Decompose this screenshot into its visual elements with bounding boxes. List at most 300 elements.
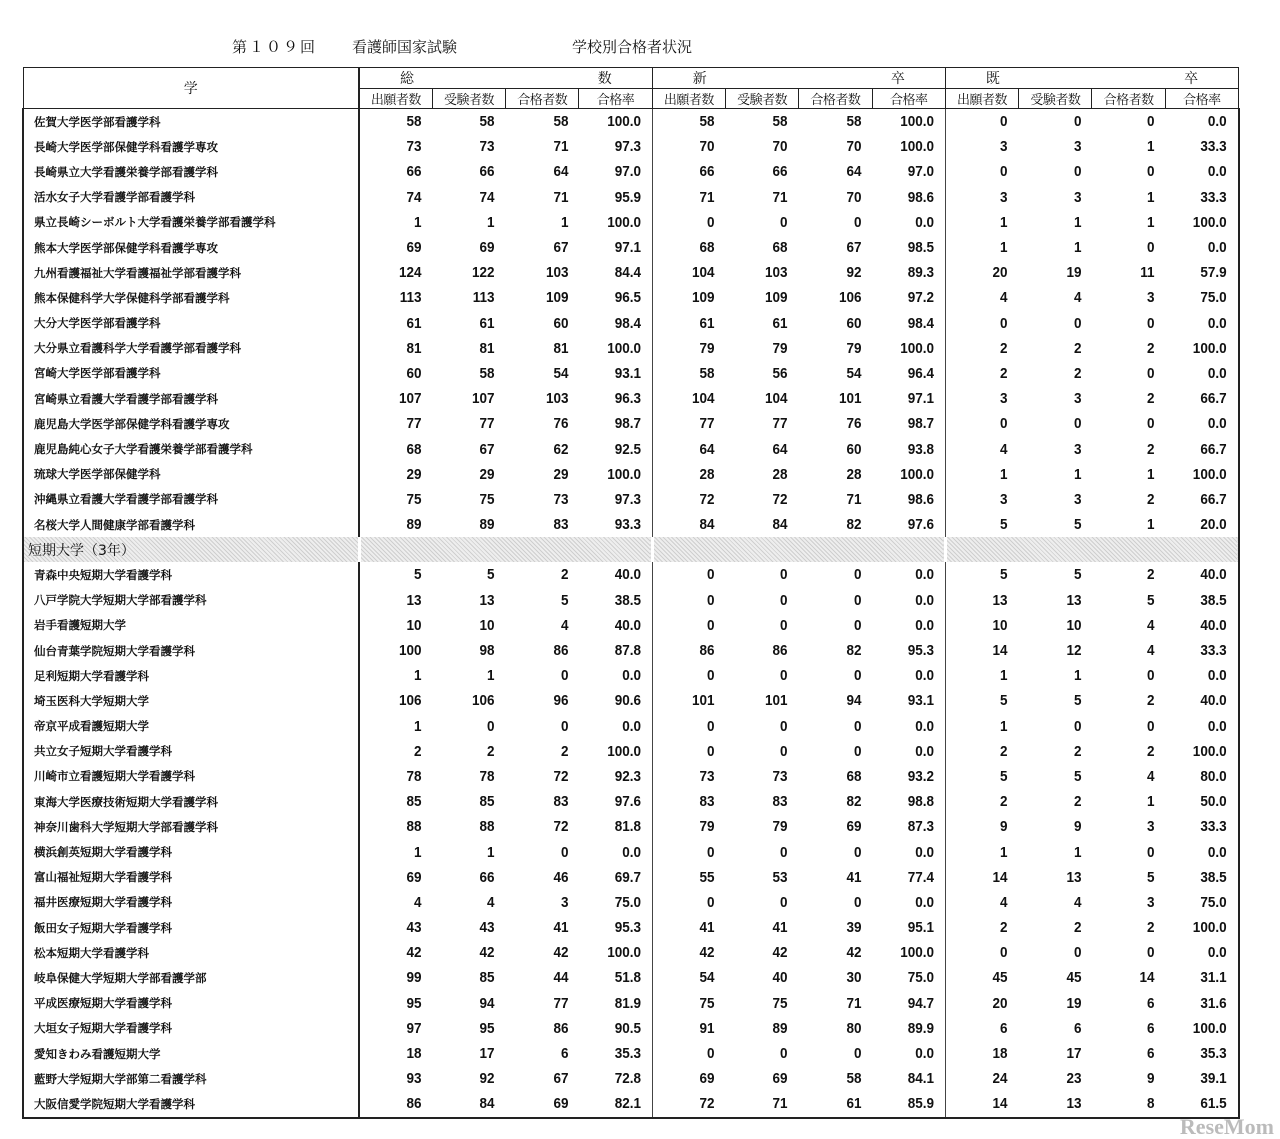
value-cell: 61 xyxy=(772,314,788,332)
value-cell: 69 xyxy=(699,1070,715,1088)
value-cell: 0.0 xyxy=(879,839,945,864)
school-name: 琉球大学医学部保健学科 xyxy=(23,462,359,487)
value-cell: 20 xyxy=(992,264,1008,282)
value-cell: 0.0 xyxy=(879,613,945,638)
value-cell: 54 xyxy=(846,364,862,382)
value-cell: 2 xyxy=(1073,364,1082,382)
value-cell: 13 xyxy=(1066,591,1082,609)
school-name: 神奈川歯科大学短期大学部看護学科 xyxy=(23,814,359,839)
value-cell: 96.3 xyxy=(586,386,652,411)
value-cell: 0 xyxy=(780,1045,788,1063)
value-cell: 0.0 xyxy=(586,714,652,739)
value-cell: 13 xyxy=(406,591,422,609)
value-cell: 97.2 xyxy=(879,285,945,310)
value-cell: 98 xyxy=(479,642,495,660)
value-cell: 40.0 xyxy=(586,613,652,638)
school-name: 鹿児島純心女子大学看護栄養学部看護学科 xyxy=(23,436,359,461)
value-cell: 0 xyxy=(707,893,715,911)
value-cell: 79 xyxy=(699,339,715,357)
value-cell: 10 xyxy=(1066,616,1082,634)
value-cell: 86 xyxy=(553,1019,569,1037)
value-cell: 87.3 xyxy=(879,814,945,839)
value-cell: 58 xyxy=(699,113,715,131)
value-cell: 71 xyxy=(699,188,715,206)
value-cell: 0 xyxy=(1146,314,1155,332)
value-cell: 30 xyxy=(846,969,862,987)
value-cell: 95.9 xyxy=(586,185,652,210)
value-cell: 0 xyxy=(1073,944,1082,962)
table-row xyxy=(23,1091,1239,1117)
value-cell: 0 xyxy=(1073,113,1082,131)
value-cell: 69 xyxy=(772,1070,788,1088)
value-cell: 100.0 xyxy=(879,109,945,135)
school-name: 仙台青葉学院短期大学看護学科 xyxy=(23,638,359,663)
value-cell: 71 xyxy=(772,188,788,206)
value-cell: 3 xyxy=(1000,138,1008,156)
value-cell: 81 xyxy=(479,339,495,357)
value-cell: 101 xyxy=(838,390,862,408)
value-cell: 92.5 xyxy=(586,436,652,461)
value-cell: 73 xyxy=(772,767,788,785)
value-cell: 56 xyxy=(772,364,788,382)
value-cell: 69 xyxy=(406,868,422,886)
value-cell: 1 xyxy=(1146,465,1155,483)
value-cell: 70 xyxy=(699,138,715,156)
value-cell: 100.0 xyxy=(586,109,652,135)
school-name: 鹿児島大学医学部保健学科看護学専攻 xyxy=(23,411,359,436)
school-name: 藍野大学短期大学部第二看護学科 xyxy=(23,1066,359,1091)
value-cell: 3 xyxy=(1073,490,1082,508)
group-header-end: 卒 xyxy=(890,71,905,87)
value-cell: 20 xyxy=(992,994,1008,1012)
value-cell: 2 xyxy=(1146,490,1155,508)
group-header-start: 既 xyxy=(985,71,1000,87)
column-header: 出願者数 xyxy=(359,89,432,109)
value-cell: 71 xyxy=(553,138,569,156)
school-name: 長崎大学医学部保健学科看護学専攻 xyxy=(23,134,359,159)
value-cell: 0.0 xyxy=(879,1041,945,1066)
value-cell: 35.3 xyxy=(1173,1041,1239,1066)
value-cell: 73 xyxy=(699,767,715,785)
table-row xyxy=(23,109,1239,135)
value-cell: 61 xyxy=(806,1091,872,1117)
value-cell: 3 xyxy=(1146,893,1155,911)
value-cell: 3 xyxy=(1000,490,1008,508)
value-cell: 53 xyxy=(772,868,788,886)
value-cell: 95 xyxy=(406,994,422,1012)
value-cell: 77 xyxy=(406,415,422,433)
value-cell: 5 xyxy=(1073,566,1082,584)
value-cell: 58 xyxy=(846,1070,862,1088)
school-name: 八戸学院大学短期大学部看護学科 xyxy=(23,588,359,613)
value-cell: 95.1 xyxy=(879,915,945,940)
value-cell: 1 xyxy=(1146,516,1155,534)
school-name: 東海大学医療技術短期大学看護学科 xyxy=(23,789,359,814)
table-row xyxy=(23,789,1239,814)
value-cell: 68 xyxy=(406,440,422,458)
value-cell: 100.0 xyxy=(879,462,945,487)
value-cell: 2 xyxy=(1000,742,1008,760)
value-cell: 101 xyxy=(765,692,788,710)
value-cell: 0 xyxy=(1146,944,1155,962)
school-name: 大分大学医学部看護学科 xyxy=(23,311,359,336)
value-cell: 3 xyxy=(1073,390,1082,408)
value-cell: 100.0 xyxy=(1173,336,1239,361)
group-header xyxy=(359,68,652,89)
value-cell: 1 xyxy=(487,213,495,231)
value-cell: 75.0 xyxy=(1173,285,1239,310)
value-cell: 0 xyxy=(1073,717,1082,735)
value-cell: 67 xyxy=(553,239,569,257)
school-name: 青森中央短期大学看護学科 xyxy=(23,562,359,587)
value-cell: 58 xyxy=(772,113,788,131)
value-cell: 29 xyxy=(406,465,422,483)
value-cell: 60 xyxy=(553,314,569,332)
school-name: 沖縄県立看護大学看護学部看護学科 xyxy=(23,487,359,512)
value-cell: 20.0 xyxy=(1173,512,1239,537)
value-cell: 0 xyxy=(780,591,788,609)
table-row xyxy=(23,462,1239,487)
value-cell: 94 xyxy=(479,994,495,1012)
value-cell: 0.0 xyxy=(879,562,945,587)
value-cell: 69.7 xyxy=(586,865,652,890)
value-cell: 83 xyxy=(553,516,569,534)
table-row xyxy=(23,487,1239,512)
table-row xyxy=(23,663,1239,688)
value-cell: 6 xyxy=(1000,1019,1008,1037)
column-header: 受験者数 xyxy=(725,89,798,109)
value-cell: 86 xyxy=(772,642,788,660)
value-cell: 1 xyxy=(1000,213,1008,231)
value-cell: 62 xyxy=(553,440,569,458)
value-cell: 0 xyxy=(707,616,715,634)
value-cell: 6 xyxy=(1073,1019,1082,1037)
value-cell: 14 xyxy=(992,868,1008,886)
value-cell: 100.0 xyxy=(879,134,945,159)
value-cell: 4 xyxy=(1073,893,1082,911)
value-cell: 0 xyxy=(1000,415,1008,433)
value-cell: 0 xyxy=(707,566,715,584)
value-cell: 17 xyxy=(1066,1045,1082,1063)
value-cell: 1 xyxy=(1000,843,1008,861)
group-header-end: 卒 xyxy=(1184,71,1199,87)
value-cell: 2 xyxy=(1146,390,1155,408)
value-cell: 1 xyxy=(1000,667,1008,685)
value-cell: 82 xyxy=(846,642,862,660)
value-cell: 0 xyxy=(853,591,862,609)
value-cell: 72 xyxy=(699,490,715,508)
value-cell: 17 xyxy=(479,1045,495,1063)
value-cell: 81.8 xyxy=(586,814,652,839)
value-cell: 40.0 xyxy=(1173,613,1239,638)
value-cell: 12 xyxy=(1066,642,1082,660)
value-cell: 100.0 xyxy=(586,462,652,487)
table-row xyxy=(23,1066,1239,1091)
value-cell: 2 xyxy=(1000,364,1008,382)
value-cell: 73 xyxy=(553,490,569,508)
value-cell: 104 xyxy=(765,390,788,408)
value-cell: 6 xyxy=(1146,994,1155,1012)
section-row xyxy=(23,537,1239,562)
school-name: 大阪信愛学院短期大学看護学科 xyxy=(23,1091,359,1117)
section-fill xyxy=(652,537,945,562)
value-cell: 41 xyxy=(846,868,862,886)
value-cell: 88 xyxy=(406,818,422,836)
value-cell: 60 xyxy=(846,314,862,332)
value-cell: 64 xyxy=(553,163,569,181)
value-cell: 0.0 xyxy=(879,588,945,613)
value-cell: 1 xyxy=(1000,465,1008,483)
value-cell: 81.9 xyxy=(586,991,652,1016)
value-cell: 1 xyxy=(1146,138,1155,156)
value-cell: 72 xyxy=(660,1091,726,1117)
value-cell: 0.0 xyxy=(1173,361,1239,386)
value-cell: 5 xyxy=(1000,566,1008,584)
value-cell: 79 xyxy=(772,339,788,357)
value-cell: 6 xyxy=(1146,1045,1155,1063)
value-cell: 0.0 xyxy=(1173,411,1239,436)
value-cell: 100.0 xyxy=(879,336,945,361)
value-cell: 67 xyxy=(846,239,862,257)
column-header: 合格率 xyxy=(1165,89,1238,109)
value-cell: 6 xyxy=(560,1045,569,1063)
exam-name: 看護師国家試験 xyxy=(352,38,458,56)
value-cell: 84 xyxy=(440,1091,506,1117)
school-name: 共立女子短期大学看護学科 xyxy=(23,739,359,764)
value-cell: 0 xyxy=(707,591,715,609)
value-cell: 4 xyxy=(1146,642,1155,660)
value-cell: 1 xyxy=(1146,213,1155,231)
school-name: 岐阜保健大学短期大学部看護学部 xyxy=(23,965,359,990)
value-cell: 4 xyxy=(1073,289,1082,307)
value-cell: 82 xyxy=(846,793,862,811)
value-cell: 2 xyxy=(1146,919,1155,937)
value-cell: 79 xyxy=(772,818,788,836)
value-cell: 83 xyxy=(699,793,715,811)
value-cell: 98.5 xyxy=(879,235,945,260)
value-cell: 72 xyxy=(553,818,569,836)
value-cell: 58 xyxy=(479,113,495,131)
value-cell: 69 xyxy=(846,818,862,836)
table-row xyxy=(23,613,1239,638)
value-cell: 86 xyxy=(553,642,569,660)
value-cell: 18 xyxy=(992,1045,1008,1063)
group-header-end: 数 xyxy=(597,71,612,87)
value-cell: 0.0 xyxy=(586,663,652,688)
value-cell: 41 xyxy=(699,919,715,937)
group-header xyxy=(945,68,1238,89)
value-cell: 0 xyxy=(853,213,862,231)
value-cell: 45 xyxy=(1066,969,1082,987)
value-cell: 1 xyxy=(413,213,422,231)
table-row xyxy=(23,814,1239,839)
watermark-logo: ReseMom xyxy=(1179,1114,1274,1139)
value-cell: 98.8 xyxy=(879,789,945,814)
value-cell: 100.0 xyxy=(1173,462,1239,487)
value-cell: 0 xyxy=(780,213,788,231)
value-cell: 64 xyxy=(699,440,715,458)
value-cell: 2 xyxy=(1000,339,1008,357)
table-row xyxy=(23,1016,1239,1041)
value-cell: 98.4 xyxy=(879,311,945,336)
value-cell: 5 xyxy=(560,591,569,609)
value-cell: 106 xyxy=(838,289,862,307)
value-cell: 90.6 xyxy=(586,688,652,713)
value-cell: 0 xyxy=(1146,667,1155,685)
value-cell: 2 xyxy=(1146,339,1155,357)
value-cell: 88 xyxy=(479,818,495,836)
value-cell: 0 xyxy=(560,843,569,861)
value-cell: 61.5 xyxy=(1173,1091,1239,1117)
value-cell: 75 xyxy=(699,994,715,1012)
value-cell: 2 xyxy=(560,566,569,584)
value-cell: 0 xyxy=(780,717,788,735)
value-cell: 1 xyxy=(1146,188,1155,206)
value-cell: 0.0 xyxy=(1173,109,1239,135)
table-row xyxy=(23,386,1239,411)
table-row xyxy=(23,890,1239,915)
value-cell: 94 xyxy=(846,692,862,710)
value-cell: 72.8 xyxy=(586,1066,652,1091)
value-cell: 33.3 xyxy=(1173,814,1239,839)
value-cell: 104 xyxy=(692,390,715,408)
column-header: 受験者数 xyxy=(432,89,505,109)
table-row xyxy=(23,185,1239,210)
value-cell: 0 xyxy=(1000,314,1008,332)
value-cell: 0 xyxy=(560,667,569,685)
value-cell: 74 xyxy=(479,188,495,206)
school-name: 熊本保健科学大学保健科学部看護学科 xyxy=(23,285,359,310)
school-name: 九州看護福祉大学看護福祉学部看護学科 xyxy=(23,260,359,285)
value-cell: 19 xyxy=(1066,994,1082,1012)
column-header: 合格者数 xyxy=(799,89,872,109)
column-header: 合格者数 xyxy=(1092,89,1165,109)
value-cell: 60 xyxy=(846,440,862,458)
value-cell: 97.0 xyxy=(586,159,652,184)
value-cell: 13 xyxy=(1066,868,1082,886)
value-cell: 0 xyxy=(560,717,569,735)
value-cell: 0.0 xyxy=(879,890,945,915)
value-cell: 46 xyxy=(553,868,569,886)
value-cell: 2 xyxy=(1073,339,1082,357)
value-cell: 86 xyxy=(699,642,715,660)
value-cell: 94.7 xyxy=(879,991,945,1016)
value-cell: 42 xyxy=(772,944,788,962)
value-cell: 93.2 xyxy=(879,764,945,789)
value-cell: 95.3 xyxy=(586,915,652,940)
school-name: 大分県立看護科学大学看護学部看護学科 xyxy=(23,336,359,361)
value-cell: 96.5 xyxy=(586,285,652,310)
value-cell: 82 xyxy=(846,516,862,534)
value-cell: 1 xyxy=(1073,239,1082,257)
value-cell: 58 xyxy=(846,113,862,131)
section-fill xyxy=(359,537,652,562)
value-cell: 0 xyxy=(707,843,715,861)
value-cell: 24 xyxy=(992,1070,1008,1088)
value-cell: 66.7 xyxy=(1173,487,1239,512)
school-name: 宮崎大学医学部看護学科 xyxy=(23,361,359,386)
value-cell: 1 xyxy=(487,843,495,861)
value-cell: 82.1 xyxy=(586,1091,652,1117)
value-cell: 38.5 xyxy=(1173,865,1239,890)
value-cell: 9 xyxy=(1073,818,1082,836)
value-cell: 42 xyxy=(406,944,422,962)
value-cell: 11 xyxy=(1140,264,1155,282)
value-cell: 41 xyxy=(553,919,569,937)
value-cell: 92 xyxy=(846,264,862,282)
value-cell: 0 xyxy=(780,616,788,634)
value-cell: 0.0 xyxy=(879,739,945,764)
value-cell: 0 xyxy=(1073,415,1082,433)
value-cell: 58 xyxy=(406,113,422,131)
value-cell: 13 xyxy=(992,591,1008,609)
value-cell: 113 xyxy=(399,289,422,307)
value-cell: 100.0 xyxy=(586,336,652,361)
value-cell: 3 xyxy=(1073,188,1082,206)
value-cell: 104 xyxy=(692,264,715,282)
value-cell: 98.7 xyxy=(879,411,945,436)
value-cell: 54 xyxy=(553,364,569,382)
value-cell: 0 xyxy=(1146,717,1155,735)
value-cell: 76 xyxy=(846,415,862,433)
value-cell: 66.7 xyxy=(1173,436,1239,461)
value-cell: 122 xyxy=(472,264,495,282)
table-row xyxy=(23,865,1239,890)
value-cell: 100.0 xyxy=(586,739,652,764)
value-cell: 86 xyxy=(366,1091,432,1117)
value-cell: 75 xyxy=(406,490,422,508)
value-cell: 78 xyxy=(406,767,422,785)
value-cell: 2 xyxy=(1073,919,1082,937)
value-cell: 39.1 xyxy=(1173,1066,1239,1091)
value-cell: 0 xyxy=(707,717,715,735)
table-row xyxy=(23,134,1239,159)
value-cell: 100.0 xyxy=(586,940,652,965)
value-cell: 66 xyxy=(479,868,495,886)
value-cell: 71 xyxy=(733,1091,799,1117)
value-cell: 18 xyxy=(406,1045,422,1063)
value-cell: 31.1 xyxy=(1173,965,1239,990)
value-cell: 3 xyxy=(1000,188,1008,206)
value-cell: 69 xyxy=(406,239,422,257)
value-cell: 97.1 xyxy=(586,235,652,260)
value-cell: 83 xyxy=(772,793,788,811)
value-cell: 19 xyxy=(1066,264,1082,282)
value-cell: 2 xyxy=(1073,742,1082,760)
exam-round: 第１０９回 xyxy=(232,38,318,56)
table-row xyxy=(23,965,1239,990)
column-header-school: 学 xyxy=(23,68,359,109)
value-cell: 0 xyxy=(853,742,862,760)
value-cell: 103 xyxy=(765,264,788,282)
table-row xyxy=(23,260,1239,285)
value-cell: 0.0 xyxy=(1173,235,1239,260)
value-cell: 3 xyxy=(1146,818,1155,836)
value-cell: 100.0 xyxy=(879,940,945,965)
value-cell: 0.0 xyxy=(1173,159,1239,184)
value-cell: 1 xyxy=(1073,213,1082,231)
school-name: 佐賀大学医学部看護学科 xyxy=(23,109,359,135)
value-cell: 5 xyxy=(1000,516,1008,534)
group-header xyxy=(652,68,945,89)
value-cell: 50.0 xyxy=(1173,789,1239,814)
value-cell: 77.4 xyxy=(879,865,945,890)
value-cell: 0 xyxy=(707,1045,715,1063)
value-cell: 4 xyxy=(1000,289,1008,307)
value-cell: 1 xyxy=(1073,465,1082,483)
value-cell: 43 xyxy=(479,919,495,937)
value-cell: 96.4 xyxy=(879,361,945,386)
